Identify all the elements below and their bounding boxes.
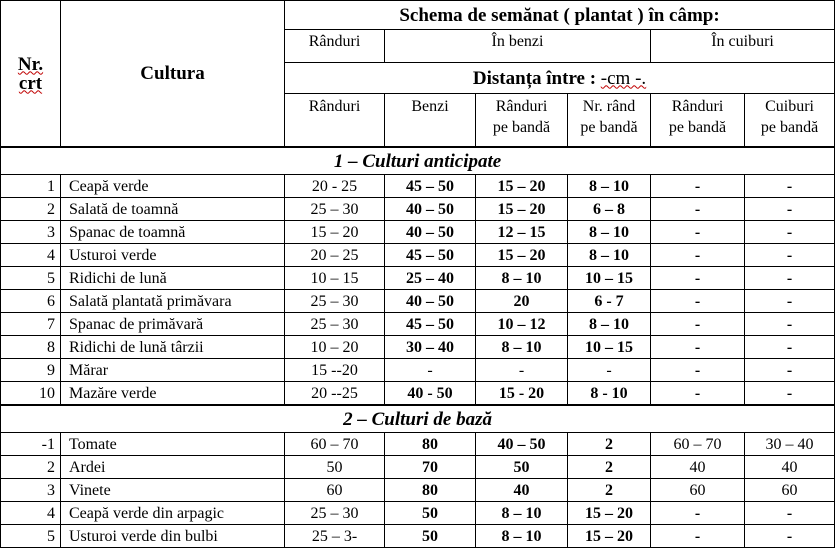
cell-nr-rand-pe-banda: 8 - 10 (568, 382, 651, 406)
cell-randuri-pe-banda: 15 – 20 (476, 175, 568, 198)
cell-randuri-pe-banda-cuib: 60 (651, 479, 745, 502)
cell-benzi: 45 – 50 (385, 244, 476, 267)
cell-cultura: Usturoi verde din bulbi (61, 525, 285, 548)
table-row (1, 359, 835, 382)
cell-benzi: 50 (385, 502, 476, 525)
cell-cuiburi-pe-banda: - (745, 382, 835, 406)
cell-nr: 3 (1, 479, 61, 502)
cell-randuri-pe-banda: 15 - 20 (476, 382, 568, 406)
cell-nr-rand-pe-banda: 6 - 7 (568, 290, 651, 313)
col-randuri-pe-banda (476, 94, 568, 148)
section-row (1, 405, 835, 433)
cell-nr-rand-pe-banda: - (568, 359, 651, 382)
cell-benzi: 40 – 50 (385, 198, 476, 221)
cell-nr: 5 (1, 525, 61, 548)
distanta-unit: -cm -. (600, 67, 647, 89)
cell-cultura: Mărar (61, 359, 285, 382)
cell-cuiburi-pe-banda: 30 – 40 (745, 433, 835, 456)
cell-nr: 2 (1, 456, 61, 479)
cell-randuri-pe-banda-cuib: - (651, 198, 745, 221)
col-cuiburi-pe-banda (745, 94, 835, 148)
table-row (1, 221, 835, 244)
distanta-row (285, 63, 835, 94)
cell-randuri-pe-banda: 8 – 10 (476, 525, 568, 548)
table-row (1, 313, 835, 336)
col-randuri-cuib-line2: pe bandă (668, 119, 727, 136)
cell-nr-rand-pe-banda: 8 – 10 (568, 313, 651, 336)
cell-randuri-pe-banda-cuib: - (651, 382, 745, 406)
cell-randuri-pe-banda: 15 – 20 (476, 244, 568, 267)
cell-benzi: 45 – 50 (385, 313, 476, 336)
cell-randuri: 10 – 15 (285, 267, 385, 290)
col-benzi: Benzi (385, 94, 476, 148)
cell-cuiburi-pe-banda: - (745, 175, 835, 198)
table-row (1, 433, 835, 456)
cell-randuri: 60 – 70 (285, 433, 385, 456)
cell-randuri-pe-banda: 15 – 20 (476, 198, 568, 221)
cell-nr: 4 (1, 502, 61, 525)
cell-nr: 4 (1, 244, 61, 267)
cell-randuri: 50 (285, 456, 385, 479)
cell-randuri: 15 – 20 (285, 221, 385, 244)
col-nr-rand-line1: Nr. rând (582, 98, 636, 115)
schema-title: Schema de semănat ( plantat ) în câmp: (285, 1, 835, 30)
cell-cultura: Vinete (61, 479, 285, 502)
cell-cuiburi-pe-banda: - (745, 244, 835, 267)
col-cuiburi-line2: pe bandă (760, 119, 819, 136)
cell-cuiburi-pe-banda: - (745, 221, 835, 244)
cell-randuri-pe-banda: 20 (476, 290, 568, 313)
cell-cultura: Ridichi de lună târzii (61, 336, 285, 359)
cell-cultura: Mazăre verde (61, 382, 285, 406)
cell-randuri-pe-banda-cuib: - (651, 175, 745, 198)
cell-randuri-pe-banda-cuib: - (651, 267, 745, 290)
cell-benzi: 80 (385, 479, 476, 502)
cell-nr: 7 (1, 313, 61, 336)
cell-benzi: 40 - 50 (385, 382, 476, 406)
cell-nr: -1 (1, 433, 61, 456)
cell-cultura: Spanac de primăvară (61, 313, 285, 336)
cell-cuiburi-pe-banda: 40 (745, 456, 835, 479)
cell-randuri: 25 – 30 (285, 313, 385, 336)
cell-randuri: 20 --25 (285, 382, 385, 406)
cell-benzi: 40 – 50 (385, 290, 476, 313)
cell-randuri: 10 – 20 (285, 336, 385, 359)
cell-cuiburi-pe-banda: - (745, 502, 835, 525)
cell-benzi: - (385, 359, 476, 382)
table-row (1, 479, 835, 502)
cell-cuiburi-pe-banda: - (745, 359, 835, 382)
cultura-header: Cultura (61, 1, 285, 148)
cell-nr: 5 (1, 267, 61, 290)
cell-benzi: 80 (385, 433, 476, 456)
cell-randuri: 15 --20 (285, 359, 385, 382)
cell-cultura: Salată plantată primăvara (61, 290, 285, 313)
nr-label: Nr. (17, 53, 44, 75)
cell-nr-rand-pe-banda: 10 – 15 (568, 267, 651, 290)
cell-nr-rand-pe-banda: 6 – 8 (568, 198, 651, 221)
cell-cultura: Spanac de toamnă (61, 221, 285, 244)
cell-nr-rand-pe-banda: 2 (568, 433, 651, 456)
cell-nr-rand-pe-banda: 2 (568, 479, 651, 502)
cell-cuiburi-pe-banda: 60 (745, 479, 835, 502)
cell-randuri: 20 - 25 (285, 175, 385, 198)
cell-randuri: 25 – 30 (285, 290, 385, 313)
cell-nr: 2 (1, 198, 61, 221)
col-cuiburi-line1: Cuiburi (765, 98, 814, 115)
cell-benzi: 25 – 40 (385, 267, 476, 290)
cell-randuri-pe-banda: 8 – 10 (476, 267, 568, 290)
col-nr-rand-line2: pe bandă (580, 119, 638, 136)
group-cuiburi: În cuiburi (651, 30, 835, 63)
cell-cultura: Ardei (61, 456, 285, 479)
cell-nr-rand-pe-banda: 15 – 20 (568, 502, 651, 525)
crt-label: crt (18, 72, 43, 94)
cell-randuri-pe-banda: 40 (476, 479, 568, 502)
table-row (1, 382, 835, 406)
cell-benzi: 70 (385, 456, 476, 479)
group-randuri: Rânduri (285, 30, 385, 63)
cell-cuiburi-pe-banda: - (745, 290, 835, 313)
section-title: 2 – Culturi de bază (1, 405, 835, 433)
cell-nr-rand-pe-banda: 8 – 10 (568, 221, 651, 244)
cell-nr: 10 (1, 382, 61, 406)
cell-randuri-pe-banda: 50 (476, 456, 568, 479)
cell-cultura: Salată de toamnă (61, 198, 285, 221)
cell-randuri-pe-banda: 12 – 15 (476, 221, 568, 244)
table-row (1, 244, 835, 267)
cell-randuri-pe-banda: - (476, 359, 568, 382)
table-row (1, 456, 835, 479)
cell-randuri: 25 – 30 (285, 502, 385, 525)
cell-benzi: 30 – 40 (385, 336, 476, 359)
cell-randuri-pe-banda-cuib: - (651, 221, 745, 244)
col-randuri-pe-banda-line2: pe bandă (492, 119, 551, 136)
cell-nr-rand-pe-banda: 2 (568, 456, 651, 479)
cell-randuri-pe-banda: 10 – 12 (476, 313, 568, 336)
cell-randuri-pe-banda-cuib: 40 (651, 456, 745, 479)
cell-randuri-pe-banda-cuib: - (651, 502, 745, 525)
cell-randuri: 20 – 25 (285, 244, 385, 267)
cell-nr-rand-pe-banda: 10 – 15 (568, 336, 651, 359)
cell-cultura: Tomate (61, 433, 285, 456)
cell-cultura: Usturoi verde (61, 244, 285, 267)
cell-randuri-pe-banda-cuib: - (651, 290, 745, 313)
nr-crt-header (1, 1, 61, 148)
table-row (1, 525, 835, 548)
cell-cuiburi-pe-banda: - (745, 525, 835, 548)
col-randuri-cuib-line1: Rânduri (671, 98, 724, 115)
table-header (1, 1, 835, 148)
cell-randuri-pe-banda: 8 – 10 (476, 502, 568, 525)
cell-benzi: 40 – 50 (385, 221, 476, 244)
table-row (1, 198, 835, 221)
cell-cultura: Ridichi de lună (61, 267, 285, 290)
cell-nr-rand-pe-banda: 8 – 10 (568, 244, 651, 267)
col-randuri-pe-banda-cuib (651, 94, 745, 148)
col-nr-rand-pe-banda (568, 94, 651, 148)
col-randuri: Rânduri (285, 94, 385, 148)
cell-cuiburi-pe-banda: - (745, 313, 835, 336)
cell-randuri-pe-banda-cuib: - (651, 336, 745, 359)
cell-randuri: 25 – 3- (285, 525, 385, 548)
table-row (1, 267, 835, 290)
cell-randuri-pe-banda: 40 – 50 (476, 433, 568, 456)
cell-nr-rand-pe-banda: 8 – 10 (568, 175, 651, 198)
cell-randuri-pe-banda-cuib: - (651, 359, 745, 382)
cell-randuri: 60 (285, 479, 385, 502)
table-row (1, 336, 835, 359)
cell-benzi: 50 (385, 525, 476, 548)
cell-randuri-pe-banda-cuib: - (651, 244, 745, 267)
cell-benzi: 45 – 50 (385, 175, 476, 198)
cell-nr: 3 (1, 221, 61, 244)
cell-cultura: Ceapă verde (61, 175, 285, 198)
cell-nr: 6 (1, 290, 61, 313)
cell-cuiburi-pe-banda: - (745, 336, 835, 359)
col-randuri-pe-banda-line1: Rânduri (495, 98, 548, 115)
table-row (1, 175, 835, 198)
cell-cuiburi-pe-banda: - (745, 198, 835, 221)
cell-cuiburi-pe-banda: - (745, 267, 835, 290)
cell-randuri-pe-banda-cuib: 60 – 70 (651, 433, 745, 456)
cell-nr-rand-pe-banda: 15 – 20 (568, 525, 651, 548)
cell-nr: 1 (1, 175, 61, 198)
table-row (1, 502, 835, 525)
distanta-label: Distanța între : (472, 67, 597, 89)
cell-randuri-pe-banda: 8 – 10 (476, 336, 568, 359)
cell-randuri-pe-banda-cuib: - (651, 313, 745, 336)
cell-nr: 8 (1, 336, 61, 359)
cell-randuri: 25 – 30 (285, 198, 385, 221)
cell-cultura: Ceapă verde din arpagic (61, 502, 285, 525)
section-title: 1 – Culturi anticipate (1, 147, 835, 175)
cell-randuri-pe-banda-cuib: - (651, 525, 745, 548)
table-row (1, 290, 835, 313)
group-benzi: În benzi (385, 30, 651, 63)
cell-nr: 9 (1, 359, 61, 382)
table-body (1, 147, 835, 548)
section-row (1, 147, 835, 175)
